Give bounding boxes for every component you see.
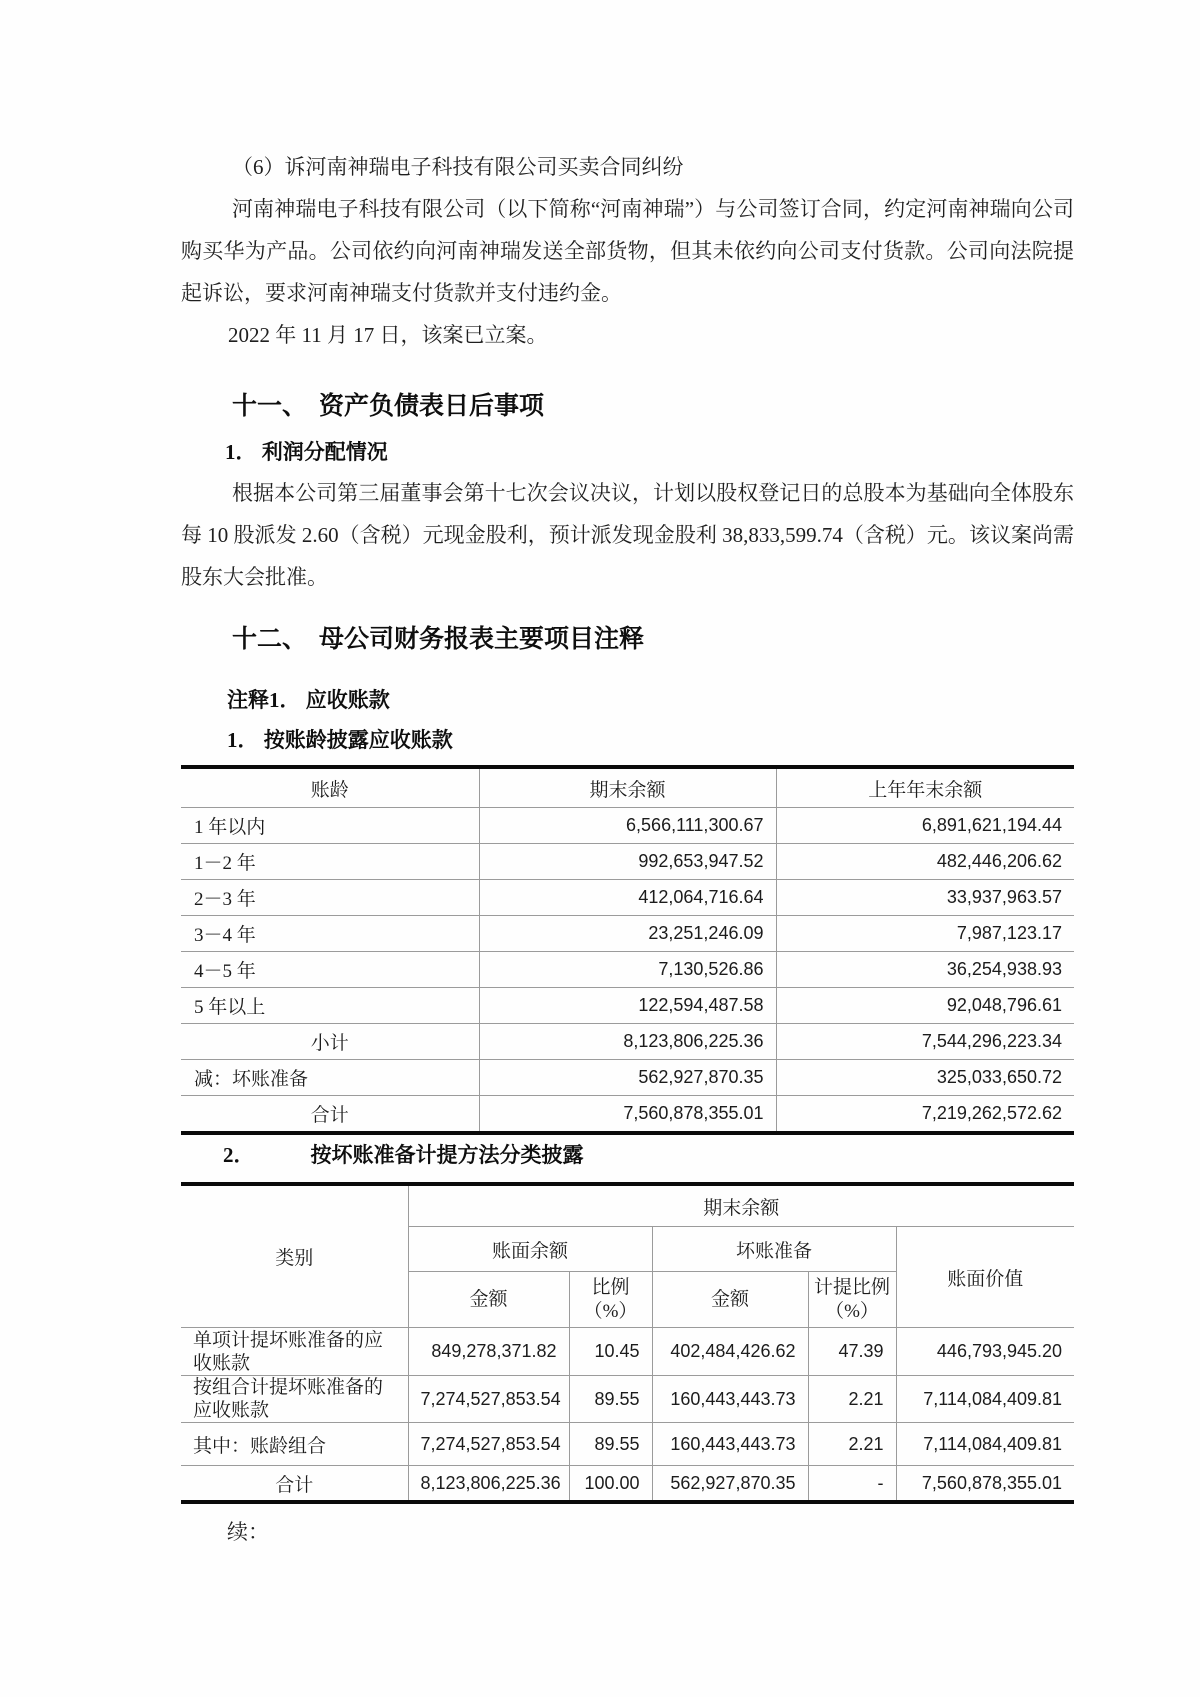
ratio-cell: 2.21 xyxy=(808,1376,896,1423)
ratio-cell: 100.00 xyxy=(569,1466,652,1503)
book-value-cell: 7,114,084,409.81 xyxy=(896,1423,1074,1466)
closing-balance-col-header: 期末余额 xyxy=(479,767,776,808)
table-row xyxy=(181,916,1074,952)
table-row xyxy=(181,880,1074,916)
ratio-cell: 2.21 xyxy=(808,1423,896,1466)
ratio-cell: - xyxy=(808,1466,896,1503)
section-11-number: 十一、 xyxy=(232,393,308,420)
prior-year-col-header: 上年年末余额 xyxy=(776,767,1074,808)
amount-cell: 562,927,870.35 xyxy=(652,1466,808,1503)
prior-value-cell: 482,446,206.62 xyxy=(776,844,1074,880)
amount-col-header: 金额 xyxy=(408,1272,569,1328)
prior-value-cell: 7,219,262,572.62 xyxy=(776,1096,1074,1134)
note-1-heading: 注释1． 应收账款 xyxy=(227,688,390,712)
total-row xyxy=(181,1466,1074,1503)
subtotal-label-cell: 小计 xyxy=(181,1024,479,1060)
aging-table-header-row xyxy=(181,767,1074,808)
table-row xyxy=(181,1328,1074,1376)
prior-value-cell: 6,891,621,194.44 xyxy=(776,808,1074,844)
ratio-cell: 89.55 xyxy=(569,1423,652,1466)
aging-label-cell: 2－3 年 xyxy=(181,880,479,916)
aging-label-cell: 减：坏账准备 xyxy=(181,1060,479,1096)
book-value-cell: 446,793,945.20 xyxy=(896,1328,1074,1376)
table-row xyxy=(181,1423,1074,1466)
continued-label: 续： xyxy=(227,1520,269,1544)
closing-value-cell: 412,064,716.64 xyxy=(479,880,776,916)
provision-table-header-row-1 xyxy=(181,1184,1074,1227)
category-cell: 按组合计提坏账准备的应收账款 xyxy=(181,1376,408,1423)
litigation-body-paragraph: 河南神瑞电子科技有限公司（以下简称“河南神瑞”）与公司签订合同，约定河南神瑞向公司购买华为产品。公司依约向河南神瑞发送全部货物，但其未依约向公司支付货款。公司向法院提起诉讼，要求河南神瑞支付货款并支付违约金。 xyxy=(181,197,1074,305)
closing-value-cell: 992,653,947.52 xyxy=(479,844,776,880)
amount-cell: 7,274,527,853.54 xyxy=(408,1376,569,1423)
prior-value-cell: 7,987,123.17 xyxy=(776,916,1074,952)
aging-table xyxy=(181,765,1074,1135)
total-row xyxy=(181,1096,1074,1134)
litigation-filing-date: 2022 年 11 月 17 日，该案已立案。 xyxy=(228,323,548,347)
closing-value-cell: 7,560,878,355.01 xyxy=(479,1096,776,1134)
prior-value-cell: 325,033,650.72 xyxy=(776,1060,1074,1096)
amount-cell: 402,484,426.62 xyxy=(652,1328,808,1376)
category-cell: 其中：账龄组合 xyxy=(181,1423,408,1466)
closing-value-cell: 6,566,111,300.67 xyxy=(479,808,776,844)
prior-value-cell: 33,937,963.57 xyxy=(776,880,1074,916)
category-col-header: 类别 xyxy=(181,1184,408,1328)
closing-balance-group-header: 期末余额 xyxy=(408,1184,1074,1227)
closing-value-cell: 8,123,806,225.36 xyxy=(479,1024,776,1060)
section-12-title: 母公司财务报表主要项目注释 xyxy=(319,626,645,653)
amount-cell: 849,278,371.82 xyxy=(408,1328,569,1376)
closing-value-cell: 23,251,246.09 xyxy=(479,916,776,952)
table-row xyxy=(181,988,1074,1024)
book-value-col-header: 账面价值 xyxy=(896,1227,1074,1328)
category-cell: 单项计提坏账准备的应收账款 xyxy=(181,1328,408,1376)
amount-cell: 160,443,443.73 xyxy=(652,1376,808,1423)
section-11-body-paragraph: 根据本公司第三届董事会第十七次会议决议，计划以股权登记日的总股本为基础向全体股东每 10 股派发 2.60（含税）元现金股利，预计派发现金股利 38,833,599.74（含税）元。该议案尚需股东大会批准。 xyxy=(181,481,1074,589)
ratio-cell: 89.55 xyxy=(569,1376,652,1423)
provision-method-heading-number: 2． xyxy=(223,1143,255,1167)
aging-label-cell: 3－4 年 xyxy=(181,916,479,952)
section-11-sub-heading: 1． 利润分配情况 xyxy=(225,440,388,464)
ratio-cell: 10.45 xyxy=(569,1328,652,1376)
table-row xyxy=(181,808,1074,844)
total-label-cell: 合计 xyxy=(181,1096,479,1134)
book-value-cell: 7,114,084,409.81 xyxy=(896,1376,1074,1423)
aging-col-header: 账龄 xyxy=(181,767,479,808)
amount-cell: 160,443,443.73 xyxy=(652,1423,808,1466)
section-11-heading xyxy=(232,384,1074,430)
section-12-number: 十二、 xyxy=(232,626,308,653)
prior-value-cell: 7,544,296,223.34 xyxy=(776,1024,1074,1060)
aging-label-cell: 1－2 年 xyxy=(181,844,479,880)
prior-value-cell: 92,048,796.61 xyxy=(776,988,1074,1024)
litigation-item-title: （6）诉河南神瑞电子科技有限公司买卖合同纠纷 xyxy=(232,155,684,179)
aging-label-cell: 1 年以内 xyxy=(181,808,479,844)
aging-label-cell: 4－5 年 xyxy=(181,952,479,988)
subtotal-row xyxy=(181,1024,1074,1060)
page-content xyxy=(181,0,1074,1552)
closing-value-cell: 562,927,870.35 xyxy=(479,1060,776,1096)
table-row xyxy=(181,1376,1074,1423)
section-11-title: 资产负债表日后事项 xyxy=(319,393,545,420)
provision-ratio-col-header: 计提比例（%） xyxy=(808,1272,896,1328)
aging-disclosure-heading: 1． 按账龄披露应收账款 xyxy=(227,728,453,752)
ratio-col-header: 比例（%） xyxy=(569,1272,652,1328)
ratio-cell: 47.39 xyxy=(808,1328,896,1376)
total-label-cell: 合计 xyxy=(181,1466,408,1503)
closing-value-cell: 122,594,487.58 xyxy=(479,988,776,1024)
aging-label-cell: 5 年以上 xyxy=(181,988,479,1024)
provision-method-heading-text: 按坏账准备计提方法分类披露 xyxy=(310,1143,584,1167)
table-row xyxy=(181,844,1074,880)
book-balance-group-header: 账面余额 xyxy=(408,1227,652,1272)
amount-cell: 8,123,806,225.36 xyxy=(408,1466,569,1503)
bad-debt-provision-group-header: 坏账准备 xyxy=(652,1227,896,1272)
book-value-cell: 7,560,878,355.01 xyxy=(896,1466,1074,1503)
provision-table xyxy=(181,1182,1074,1504)
less-provision-row xyxy=(181,1060,1074,1096)
section-12-heading xyxy=(232,617,1074,663)
provision-method-heading xyxy=(223,1135,1074,1175)
prior-value-cell: 36,254,938.93 xyxy=(776,952,1074,988)
closing-value-cell: 7,130,526.86 xyxy=(479,952,776,988)
amount-col-header: 金额 xyxy=(652,1272,808,1328)
amount-cell: 7,274,527,853.54 xyxy=(408,1423,569,1466)
table-row xyxy=(181,952,1074,988)
